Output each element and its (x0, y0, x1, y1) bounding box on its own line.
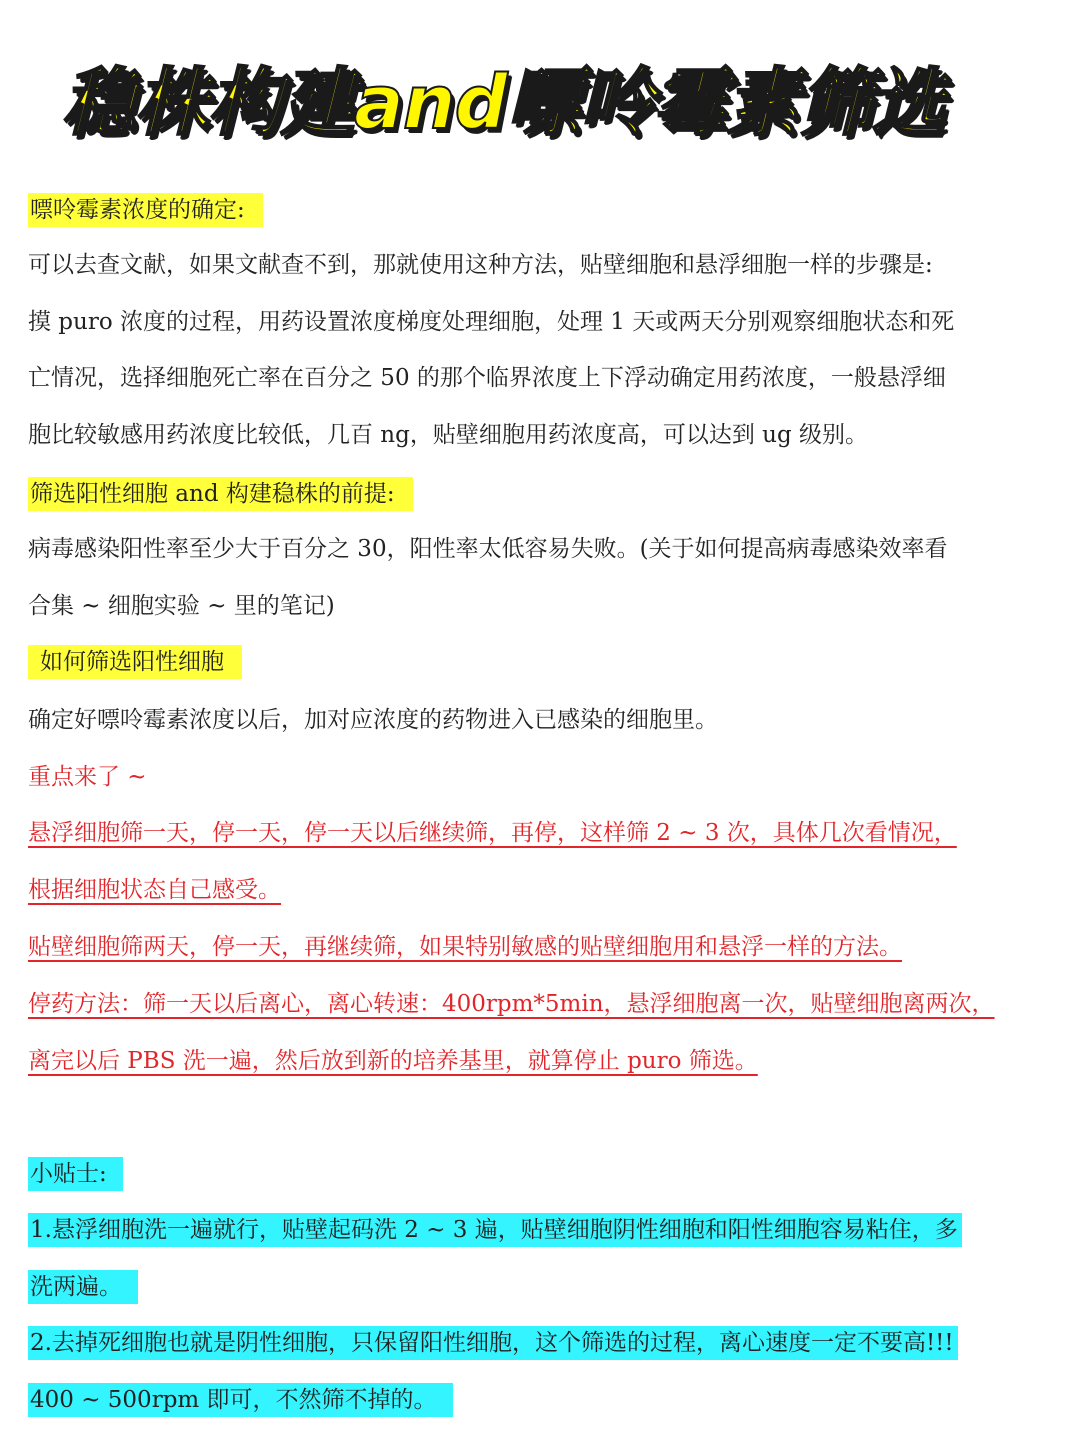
heading-prerequisite (28, 474, 413, 514)
red-instruction-line: 悬浮细胞筛一天，停一天，停一天以后继续筛，再停，这样筛 2 ~ 3 次，具体几次看情况， (28, 820, 957, 846)
paragraph-line: 确定好嘌呤霉素浓度以后，加对应浓度的药物进入已感染的细胞里。 (28, 707, 718, 733)
paragraph-line: 合集 ~ 细胞实验 ~ 里的笔记) (28, 593, 335, 619)
paragraph-line: 胞比较敏感用药浓度比较低，几百 ng，贴壁细胞用药浓度高，可以达到 ug 级别。 (28, 422, 869, 448)
paragraph-line: 摸 puro 浓度的过程，用药设置浓度梯度处理细胞，处理 1 天或两天分别观察细胞状态和死 (28, 309, 955, 335)
heading-how-to-select (28, 642, 242, 682)
tip-line (28, 1323, 958, 1363)
page-title: 稳株构建and嘌呤霉素筛选 (62, 60, 945, 146)
tip-text: 洗两遍。 (28, 1270, 138, 1304)
key-point-label: 重点来了 ~ (28, 764, 147, 790)
heading-text: 嘌呤霉素浓度的确定: (28, 193, 263, 227)
red-instruction-line: 根据细胞状态自己感受。 (28, 877, 281, 903)
heading-text: 如何筛选阳性细胞 (28, 645, 242, 679)
red-instruction-line: 停药方法：筛一天以后离心，离心转速：400rpm*5min，悬浮细胞离一次，贴壁细胞离两次， (28, 991, 995, 1017)
paragraph-line: 亡情况，选择细胞死亡率在百分之 50 的那个临界浓度上下浮动确定用药浓度，一般悬浮细 (28, 365, 946, 391)
tip-text: 1.悬浮细胞洗一遍就行，贴壁起码洗 2 ~ 3 遍，贴壁细胞阴性细胞和阳性细胞容易粘住，多 (28, 1213, 962, 1247)
tip-line (28, 1267, 138, 1307)
tip-text: 400 ~ 500rpm 即可，不然筛不掉的。 (28, 1383, 453, 1417)
tip-text: 2.去掉死细胞也就是阴性细胞，只保留阳性细胞，这个筛选的过程，离心速度一定不要高!!! (28, 1326, 958, 1360)
paragraph-line: 病毒感染阳性率至少大于百分之 30，阳性率太低容易失败。(关于如何提高病毒感染效率看 (28, 536, 948, 562)
heading-text: 筛选阳性细胞 and 构建稳株的前提: (28, 477, 413, 511)
tip-line (28, 1210, 962, 1250)
tips-heading-text: 小贴士: (28, 1157, 123, 1191)
red-instruction-line: 贴壁细胞筛两天，停一天，再继续筛，如果特别敏感的贴壁细胞用和悬浮一样的方法。 (28, 934, 902, 960)
red-instruction-line: 离完以后 PBS 洗一遍，然后放到新的培养基里，就算停止 puro 筛选。 (28, 1048, 758, 1074)
heading-puro-concentration (28, 190, 263, 230)
tip-line (28, 1380, 453, 1420)
paragraph-line: 可以去查文献，如果文献查不到，那就使用这种方法，贴壁细胞和悬浮细胞一样的步骤是: (28, 252, 933, 278)
tips-heading (28, 1154, 123, 1194)
